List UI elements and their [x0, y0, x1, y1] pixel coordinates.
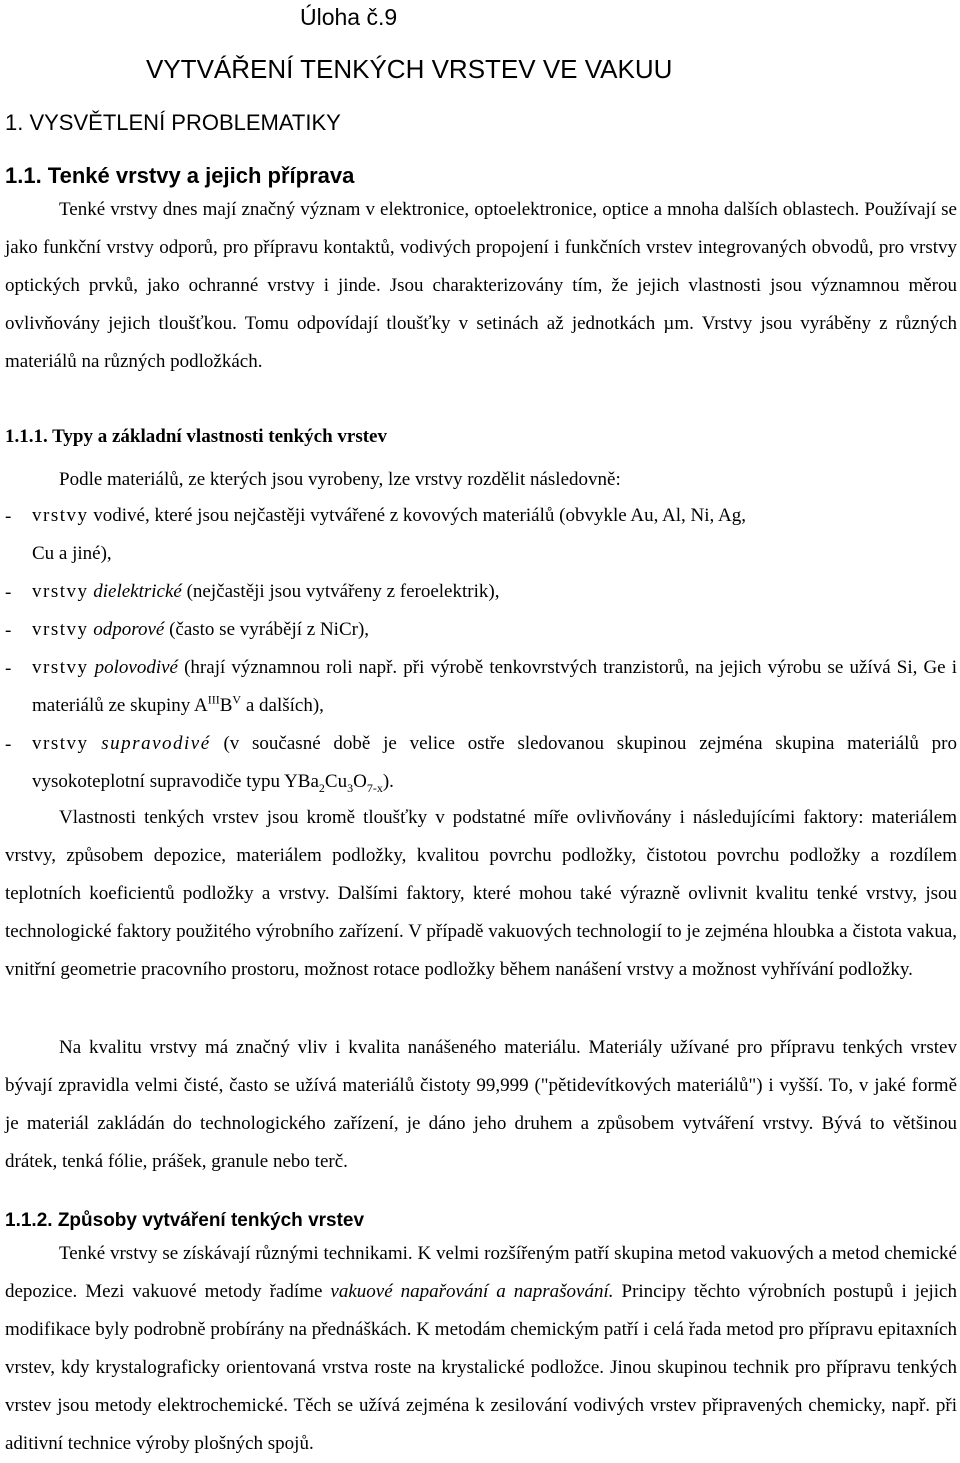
list-item-lead: vrstvy: [32, 657, 89, 678]
list-item-text: B: [219, 695, 233, 716]
list-item-text: (hrají významnou roli např. při výrobě tenkovrstvých tranzistorů, na jejich výrobu se užívá Si, Ge i materiálů ze skupiny A: [32, 657, 958, 716]
section-heading-1-1-1: 1.1.1. Typy a základní vlastnosti tenkých vrstev: [5, 426, 387, 447]
subscript: 7-x: [366, 780, 383, 795]
bullet-dash: -: [5, 658, 12, 679]
list-item-text: a dalších),: [245, 695, 324, 716]
list-item-lead: vrstvy: [32, 733, 89, 754]
bullet-dash: -: [5, 620, 12, 641]
paragraph-material-quality: Na kvalitu vrstvy má značný vliv i kvalita nanášeného materiálu. Materiály užívané pro přípravu tenkých vrstev bývají zpravidla velmi čisté, často se užívá materiálů čistoty 99,999 ("pětidevítkových materiálů") i vyšší. To, v jaké formě je materiál zakládán do technologického zařízení, je dáno jeho druhem a způsobem vytváření vrstvy. Bývá to většinou drátek, tenká fólie, prášek, granule nebo terč.: [5, 1037, 957, 1172]
list-item: [32, 573, 957, 611]
section-heading-1-1: 1.1. Tenké vrstvy a jejich příprava: [5, 163, 355, 188]
list-item: [32, 725, 957, 801]
paragraph-text: Principy těchto výrobních postupů i jejich modifikace byly podrobně probírány na přednáškách. K metodám chemickým patří i celá řada metod pro přípravu epitaxních vrstev, kdy krystalograficky orientovaná vrstva roste na krystalické podložce. Jinou skupinou technik pro přípravu tenkých vrstev jsou metody elektrochemické. Těch se užívá zejména k zesilování vodivých vrstev připravených chemicky, např. při aditivní technice výroby plošných spojů.: [5, 1281, 957, 1454]
page-title: VYTVÁŘENÍ TENKÝCH VRSTEV VE VAKUU: [146, 54, 673, 84]
bullet-dash: -: [5, 506, 12, 527]
subscript: 3: [347, 780, 354, 795]
list-item-text: (nejčastěji jsou vytvářeny z feroelektrik),: [186, 581, 500, 602]
paragraph-intro: Tenké vrstvy dnes mají značný význam v elektronice, optoelektronice, optice a mnoha dalších oblastech. Používají se jako funkční vrstvy odporů, pro přípravu kontaktů, vodivých propojení i funkčních vrstev integrovaných obvodů, pro vrstvy optických prvků, jako ochranné vrstvy i jinde. Jsou charakterizovány tím, že jejich vlastnosti jsou významnou měrou ovlivňovány jejich tloušťkou. Tomu odpovídají tloušťky v setinách až jednotkách µm. Vrstvy jsou vyráběny z různých materiálů na různých podložkách.: [5, 199, 957, 372]
superscript: III: [207, 692, 220, 707]
list-intro: Podle materiálů, ze kterých jsou vyrobeny, lze vrstvy rozdělit následovně:: [59, 469, 621, 490]
list-item: [32, 611, 957, 649]
list-item-text: ).: [382, 771, 394, 792]
paragraph-methods: [5, 1235, 957, 1463]
list-item-lead: vrstvy: [32, 619, 89, 640]
list-item-emphasis: dielektrické: [93, 581, 182, 602]
paragraph-properties: Vlastnosti tenkých vrstev jsou kromě tloušťky v podstatné míře ovlivňovány i následujícími faktory: materiálem vrstvy, způsobem depozice, materiálem podložky, kvalitou povrchu podložky, čistotou povrchu podložky a rozdílem teplotních koeficientů podložky a vrstvy. Dalšími faktory, které mohou také výrazně ovlivnit kvalitu tenké vrstvy, jsou technologické faktory použitého výrobního zařízení. V případě vakuových technologií to je zejména hloubka a čistota vakua, vnitřní geometrie pracovního prostoru, možnost rotace podložky během nanášení vrstvy a možnost vyhřívání podložky.: [5, 807, 957, 980]
section-heading-1: 1. VYSVĚTLENÍ PROBLEMATIKY: [5, 110, 341, 135]
bullet-dash: -: [5, 734, 12, 755]
list-item-text: O: [353, 771, 367, 792]
bullet-dash: -: [5, 582, 12, 603]
subscript: 2: [318, 780, 325, 795]
list-item-emphasis: odporové: [93, 619, 165, 640]
list-item-emphasis: supravodivé: [101, 733, 211, 754]
list-item-text: (často se vyrábějí z NiCr),: [169, 619, 370, 640]
list-item-emphasis: polovodivé: [94, 657, 178, 678]
superscript: V: [232, 692, 242, 707]
list-item: [32, 497, 772, 573]
list-item-text: (v současné době je velice ostře sledovanou skupinou zejména skupina materiálů pro vysokoteplotní supravodiče typu YBa: [32, 733, 958, 792]
list-item-text: vodivé, které jsou nejčastěji vytvářené z kovových materiálů (obvykle Au, Al, Ni, Ag, Cu a jiné),: [32, 505, 746, 564]
task-number: Úloha č.9: [300, 4, 398, 30]
paragraph-text: Tenké vrstvy se získávají různými technikami. K velmi rozšířeným patří skupina metod vakuových a metod chemické depozice. Mezi vakuové metody řadíme: [5, 1243, 957, 1302]
list-item-lead: vrstvy: [32, 505, 89, 526]
paragraph-emphasis: vakuové napařování a naprašování.: [330, 1281, 614, 1302]
list-item-text: Cu: [324, 771, 348, 792]
list-item: [32, 649, 957, 725]
list-item-lead: vrstvy: [32, 581, 89, 602]
section-heading-1-1-2: 1.1.2. Způsoby vytváření tenkých vrstev: [5, 1210, 365, 1231]
